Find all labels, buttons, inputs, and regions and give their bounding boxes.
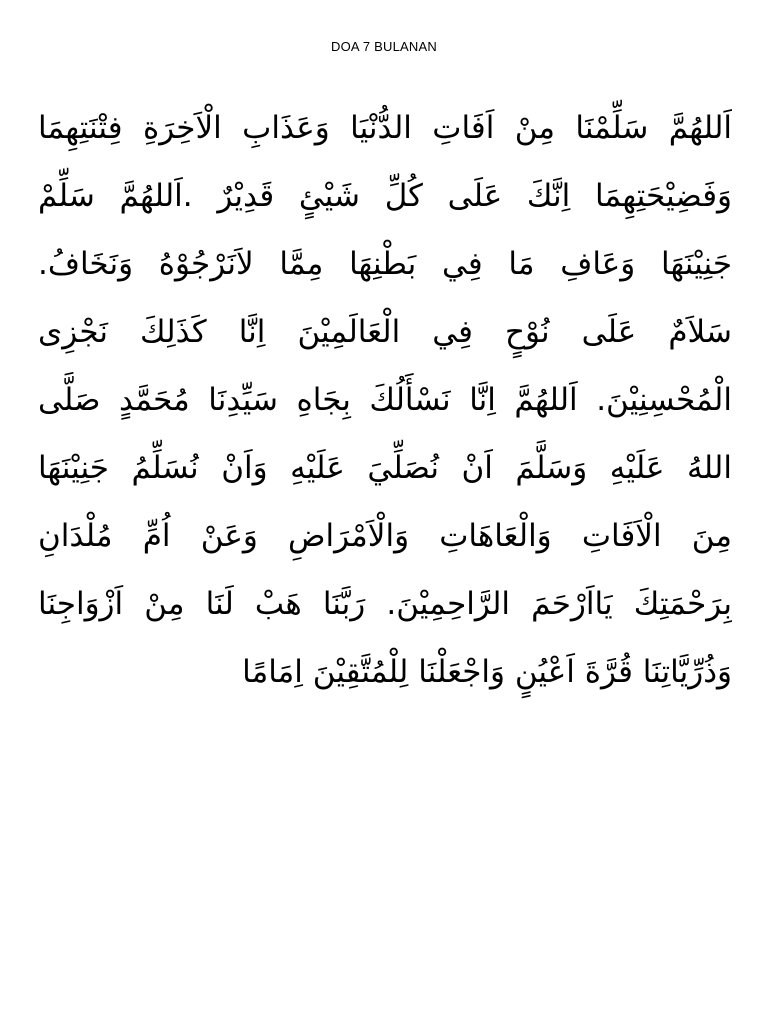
- prayer-line-1: اَللهُمَّ سَلِّمْنَا مِنْ اَفَاتِ الدُّنْيَا وَعَذَابِ الْاَخِرَةِ فِتْنَتِهِمَا: [38, 110, 732, 146]
- prayer-text: [38, 94, 732, 706]
- prayer-line-6: اللهُ عَلَيْهِ وَسَلَّمَ اَنْ نُصَلِّيَ عَلَيْهِ وَاَنْ نُسَلِّمُ جَنِيْنَهَا: [38, 450, 732, 486]
- prayer-line-5: الْمُحْسِنِيْنَ. اَللهُمَّ اِنَّا نَسْأَلُكَ بِجَاهِ سَيِّدِنَا مُحَمَّدٍ صَلَّى: [38, 382, 732, 418]
- prayer-line-8: بِرَحْمَتِكَ يَااَرْحَمَ الرَّاحِمِيْنَ. رَبَّنَا هَبْ لَنَا مِنْ اَزْوَاجِنَا: [38, 586, 732, 622]
- prayer-line-2: وَفَضِيْحَتِهِمَا اِنَّكَ عَلَى كُلِّ شَيْئٍ قَدِيْرٌ .اَللهُمَّ سَلِّمْ: [38, 178, 732, 214]
- prayer-line-3: جَنِيْنَهَا وَعَافِ مَا فِي بَطْنِهَا مِمَّا لاَنَرْجُوْهُ وَنَخَافُ.: [38, 246, 732, 282]
- prayer-line-9: وَذُرِّيَّاتِنَا قُرَّةَ اَعْيُنٍ وَاجْعَلْنَا لِلْمُتَّقِيْنَ اِمَامًا: [242, 654, 732, 690]
- prayer-line-7: مِنَ الْاَفَاتِ وَالْعَاهَاتِ وَالْاَمْرَاضِ وَعَنْ اُمِّ مُلْدَانِ: [38, 518, 732, 554]
- document-title: DOA 7 BULANAN: [331, 39, 437, 54]
- prayer-line-4: سَلاَمٌ عَلَى نُوْحٍ فِي الْعَالَمِيْنَ اِنَّا كَذَلِكَ نَجْزِى: [38, 314, 732, 350]
